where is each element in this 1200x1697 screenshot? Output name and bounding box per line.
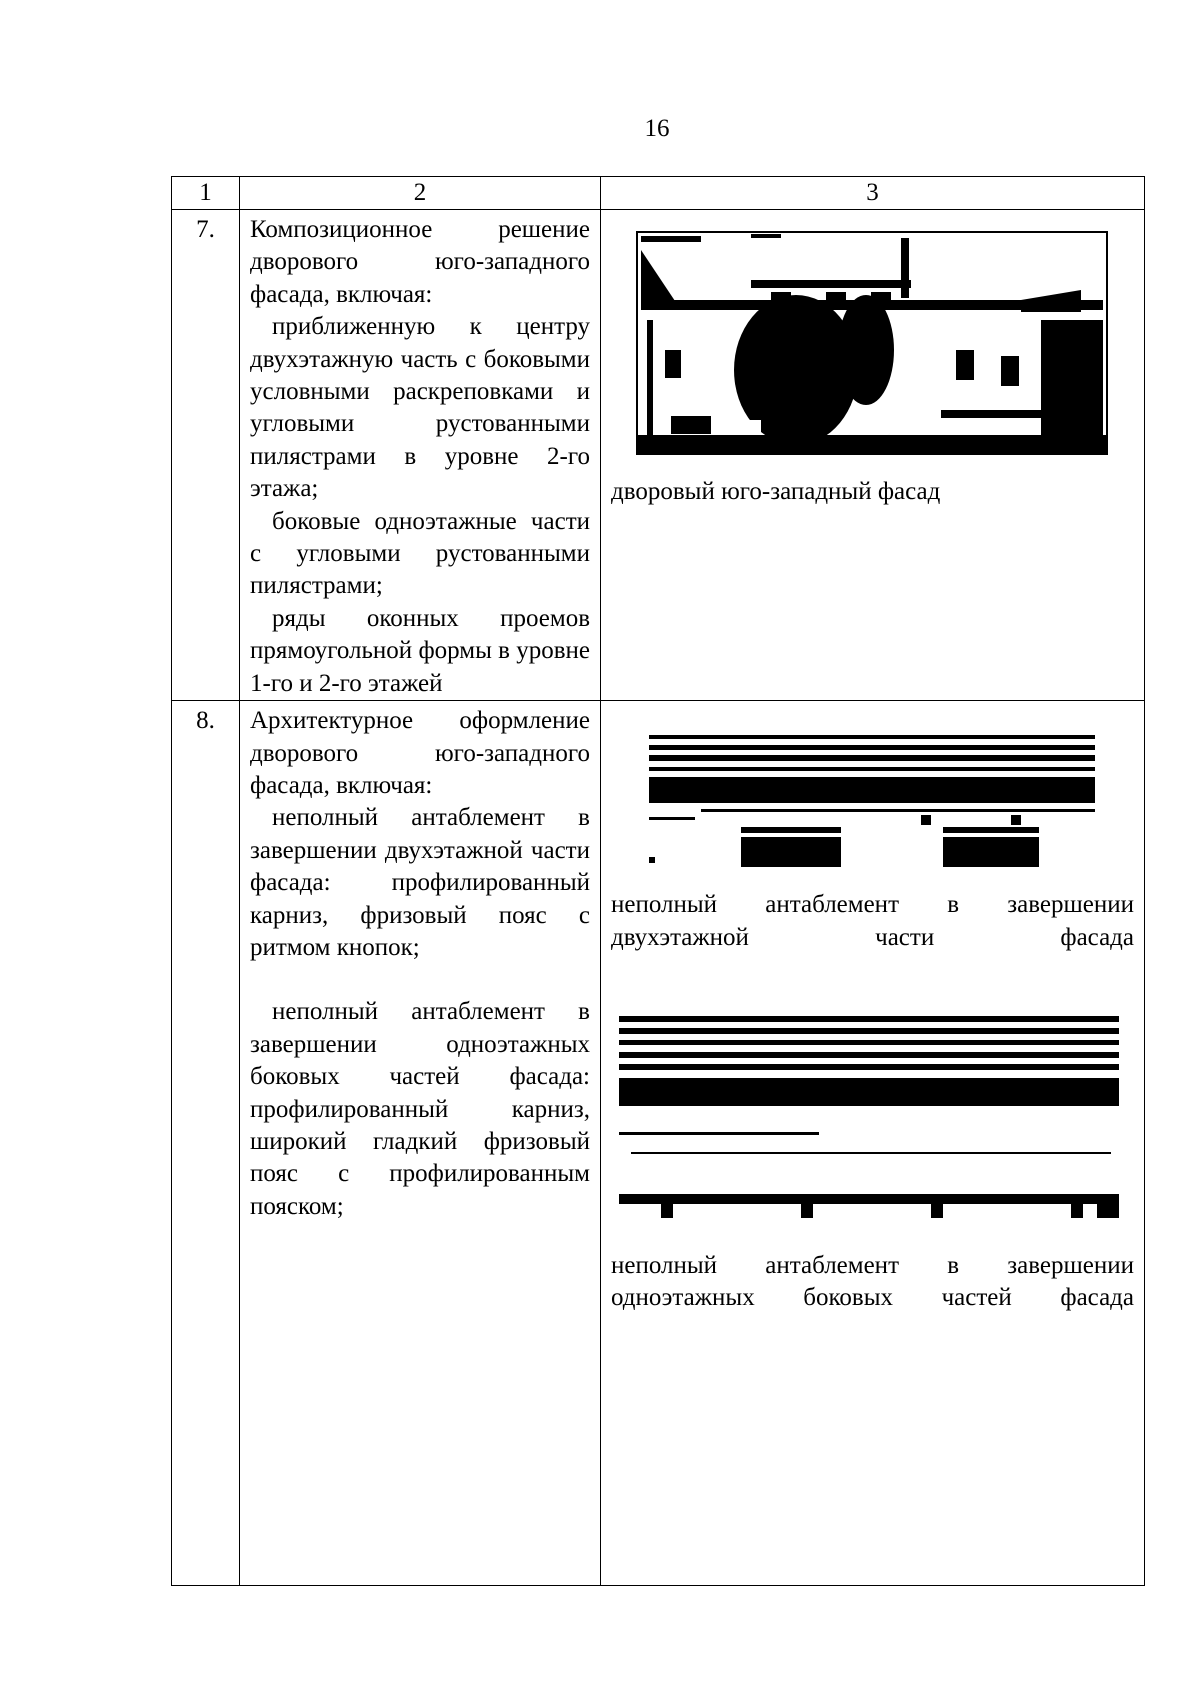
description-paragraph: Архитектурное оформление дворового юго-западного фасада, включая: xyxy=(250,707,590,799)
description-paragraph: приближенную к центру двухэтажную часть с боковыми условными раскреповками и угловыми рустованными пилястрами в уровне 2-го этажа; xyxy=(250,313,590,503)
row-illustration xyxy=(601,210,1145,701)
page-number: 16 xyxy=(644,115,670,142)
table-row xyxy=(172,210,1145,701)
monument-features-table xyxy=(171,176,1145,1586)
description-paragraph: неполный антаблемент в завершении одноэтажных боковых частей фасада: профилированный карниз, широкий гладкий фризовый пояс с профилированным пояском; xyxy=(250,998,590,1220)
two-storey-entablature-photo xyxy=(601,729,1145,869)
illustration-caption: неполный антаблемент в завершении двухэтажной части фасада xyxy=(611,891,1134,951)
description-paragraph: ряды оконных проемов прямоугольной формы в уровне 1-го и 2-го этажей xyxy=(250,604,590,697)
header-col-3: 3 xyxy=(601,177,1145,210)
header-col-1: 1 xyxy=(172,177,240,210)
illustration-caption: дворовый юго-западный фасад xyxy=(611,478,941,505)
row-illustration xyxy=(601,701,1145,1586)
description-paragraph: боковые одноэтажные части с угловыми рустованными пилястрами; xyxy=(250,507,590,600)
illustration-caption: неполный антаблемент в завершении одноэтажных боковых частей фасада xyxy=(611,1251,1134,1312)
table-header-row xyxy=(172,177,1145,210)
row-description xyxy=(240,210,601,701)
header-col-2: 2 xyxy=(240,177,601,210)
description-paragraph: Композиционное решение дворового юго-западного фасада, включая: xyxy=(250,216,590,308)
courtyard-facade-photo xyxy=(601,220,1145,456)
table-row xyxy=(172,701,1145,1586)
row-number: 7. xyxy=(172,210,240,701)
one-storey-entablature-photo xyxy=(601,1016,1145,1226)
row-description xyxy=(240,701,601,1586)
row-number: 8. xyxy=(172,701,240,1586)
description-paragraph: неполный антаблемент в завершении двухэтажной части фасада: профилированный карниз, фризовый пояс с ритмом кнопок; xyxy=(250,804,590,961)
